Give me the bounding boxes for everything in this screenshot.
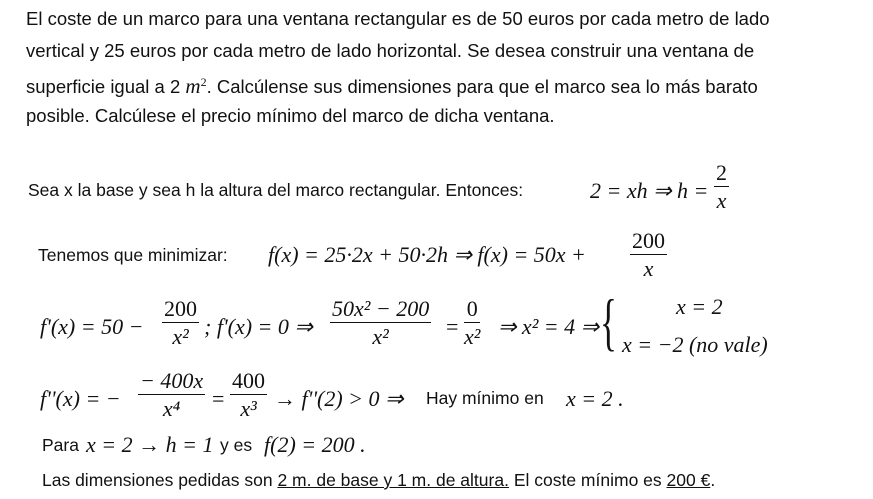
case-x-2: x = 2 bbox=[676, 294, 723, 319]
problem-line-3 bbox=[26, 76, 758, 97]
conclusion-middle: El coste mínimo es bbox=[508, 470, 667, 490]
dimensions-answer: 2 m. de base y 1 m. de altura. bbox=[277, 470, 509, 490]
zero-frac-den: x² bbox=[464, 324, 481, 349]
unit-exponent: 2 bbox=[200, 75, 207, 89]
x-squared-equation: ⇒ x² = 4 ⇒ bbox=[498, 314, 600, 339]
equals-sign: = bbox=[446, 314, 459, 339]
f400-frac-den: x³ bbox=[240, 396, 257, 421]
problem-line-2: vertical y 25 euros por cada metro de lado horizontal. Se desea construir una ventana de bbox=[26, 40, 755, 61]
fraction-first-derivative bbox=[162, 298, 199, 348]
fraction-400 bbox=[230, 370, 267, 420]
problem-line-4: posible. Calcúlese el precio mínimo del marco de dicha ventana. bbox=[26, 105, 555, 126]
sd-frac-den: x⁴ bbox=[162, 396, 181, 421]
fraction-h-den: x bbox=[716, 188, 727, 213]
second-derivative-start: f''(x) = − bbox=[40, 386, 121, 411]
ne-frac-den: x² bbox=[372, 324, 389, 349]
second-derivative-positive: → f''(2) > 0 ⇒ bbox=[274, 386, 404, 411]
conclusion-end: . bbox=[710, 470, 716, 490]
fd-frac-num: 200 bbox=[164, 296, 197, 321]
para-text: Para bbox=[42, 435, 79, 455]
problem-line-3-start: superficie igual a 2 bbox=[26, 76, 186, 98]
minimize-function: f(x) = 25·2x + 50·2h ⇒ f(x) = 50x + bbox=[268, 242, 586, 267]
minimize-text: Tenemos que minimizar: bbox=[38, 245, 228, 265]
solution-intro-text: Sea x la base y sea h la altura del marco rectangular. Entonces: bbox=[28, 180, 524, 200]
fraction-second-derivative bbox=[138, 370, 205, 420]
cases-brace: { bbox=[600, 286, 617, 357]
conclusion-start: Las dimensiones pedidas son bbox=[42, 470, 278, 490]
fraction-200-x-den: x bbox=[643, 256, 654, 281]
minimum-text: Hay mínimo en bbox=[426, 388, 544, 408]
fraction-200-x bbox=[630, 230, 667, 280]
fraction-h-num: 2 bbox=[716, 160, 727, 185]
equals-sign-2: = bbox=[212, 386, 225, 411]
first-derivative-zero: ; f'(x) = 0 ⇒ bbox=[204, 314, 313, 339]
case-x-minus-2: x = −2 (no vale) bbox=[622, 332, 768, 357]
first-derivative-start: f'(x) = 50 − bbox=[40, 314, 144, 339]
fraction-200-x-num: 200 bbox=[632, 228, 665, 253]
minimum-at: x = 2 . bbox=[566, 386, 624, 411]
unit-m: m bbox=[185, 74, 201, 99]
y-es-text: y es bbox=[220, 435, 253, 455]
f400-frac-num: 400 bbox=[232, 368, 265, 393]
zero-frac-num: 0 bbox=[464, 298, 480, 323]
fd-frac-den: x² bbox=[172, 324, 189, 349]
ne-frac-num: 50x² − 200 bbox=[332, 296, 430, 321]
cost-answer: 200 € bbox=[666, 470, 711, 490]
solution-intro-math: 2 = xh ⇒ h = bbox=[590, 178, 709, 203]
conclusion bbox=[42, 472, 715, 490]
problem-line-3-end: . Calcúlense sus dimensiones para que el marco sea lo más barato bbox=[206, 76, 758, 98]
h-value: x = 2 → h = 1 bbox=[86, 432, 214, 457]
fraction-zero bbox=[464, 298, 480, 348]
fraction-numerator-expr bbox=[330, 298, 431, 348]
f-value: f(2) = 200 . bbox=[264, 432, 366, 457]
sd-frac-num: − 400x bbox=[140, 368, 204, 393]
problem-line-1: El coste de un marco para una ventana rectangular es de 50 euros por cada metro de lado bbox=[26, 8, 770, 29]
fraction-h bbox=[714, 162, 729, 212]
